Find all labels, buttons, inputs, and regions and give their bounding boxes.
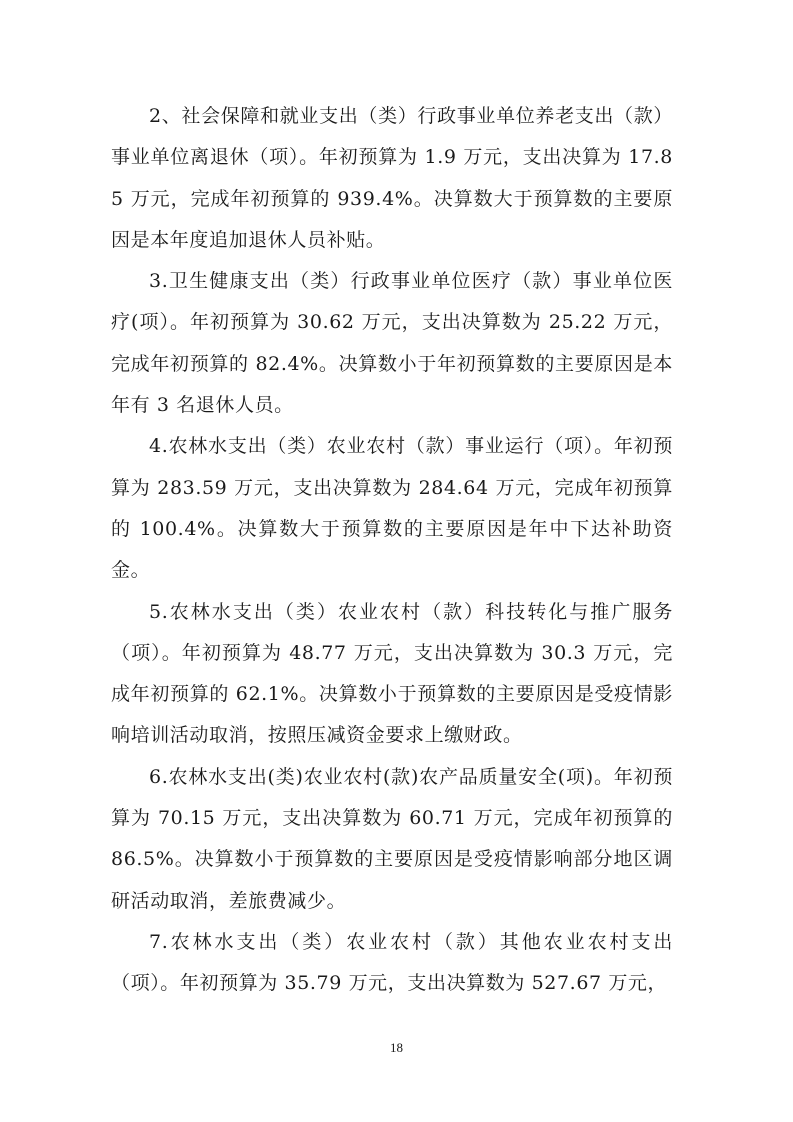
document-body xyxy=(111,96,673,1005)
paragraph-agriculture-operation: 4.农林水支出（类）农业农村（款）事业运行（项）。年初预算为 283.59 万元，支出决算数为 284.64 万元，完成年初预算的 100.4%。决算数大于预算数的主要原因是年中下达补助资金。 xyxy=(111,435,673,582)
page-number: 18 xyxy=(390,1040,403,1055)
paragraph-product-quality: 6.农林水支出(类)农业农村(款)农产品质量安全(项)。年初预算为 70.15 万元，支出决算数为 60.71 万元，完成年初预算的 86.5%。决算数小于预算数的主要原因是受疫情影响部分地区调研活动取消，差旅费减少。 xyxy=(111,765,673,912)
paragraph-technology-transfer: 5.农林水支出（类）农业农村（款）科技转化与推广服务（项）。年初预算为 48.77 万元，支出决算数为 30.3 万元，完成年初预算的 62.1%。决算数小于预算数的主要原因是受疫情影响培训活动取消，按照压减资金要求上缴财政。 xyxy=(111,600,673,747)
paragraph-other-agriculture: 7.农林水支出（类）农业农村（款）其他农业农村支出（项）。年初预算为 35.79 万元，支出决算数为 527.67 万元， xyxy=(111,930,673,995)
paragraph-social-security: 2、社会保障和就业支出（类）行政事业单位养老支出（款）事业单位离退休（项）。年初预算为 1.9 万元，支出决算为 17.85 万元，完成年初预算的 939.4%。决算数大于预算数的主要原因是本年度追加退休人员补贴。 xyxy=(111,105,673,251)
paragraph-health: 3.卫生健康支出（类）行政事业单位医疗（款）事业单位医疗(项）。年初预算为 30.62 万元，支出决算数为 25.22 万元，完成年初预算的 82.4%。决算数小于年初预算数的主要原因是本年有 3 名退休人员。 xyxy=(111,270,673,417)
